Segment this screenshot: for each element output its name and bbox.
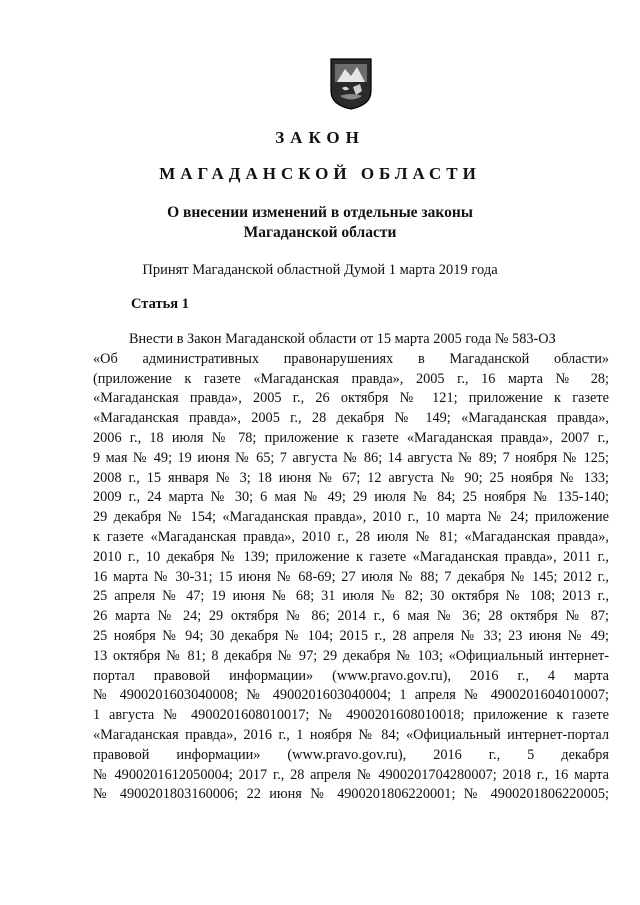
body-line: 16 марта № 30-31; 15 июня № 68-69; 27 июля № 88; 7 декабря № 145; 2012 г., (93, 568, 609, 585)
body-line: Внести в Закон Магаданской области от 15 марта 2005 года № 583-ОЗ (129, 331, 556, 347)
body-line: 13 октября № 81; 8 декабря № 97; 29 декабря № 103; «Официальный интернет- (93, 647, 609, 664)
body-line: правовой информации» (www.pravo.gov.ru), 2016 г., 5 декабря (93, 746, 609, 763)
body-line: (приложение к газете «Магаданская правда», 2005 г., 16 марта № 28; (93, 370, 609, 387)
document-title: ЗАКОН (275, 128, 365, 147)
body-line: 29 декабря № 154; «Магаданская правда», 2010 г., 10 марта № 24; приложение (93, 509, 609, 526)
body-line: 2010 г., 10 декабря № 139; приложение к газете «Магаданская правда», 2011 г., (93, 548, 609, 565)
law-subject-line: Магаданской области (243, 224, 397, 241)
article-body (93, 330, 609, 805)
body-line: «Магаданская правда», 2016 г., 1 ноября № 84; «Официальный интернет-портал (93, 726, 609, 743)
body-line: «Магаданская правда», 2005 г., 26 октября № 121; приложение к газете (93, 390, 609, 407)
body-line: «Об административных правонарушениях в Магаданской области» (93, 350, 609, 367)
article-heading: Статья 1 (131, 296, 189, 312)
body-line: 2008 г., 15 января № 3; 18 июня № 67; 12 августа № 90; 25 ноября № 133; (93, 469, 609, 486)
body-line: 9 мая № 49; 19 июня № 65; 7 августа № 86; 14 августа № 89; 7 ноября № 125; (93, 449, 609, 466)
body-line: 25 ноября № 94; 30 декабря № 104; 2015 г., 28 апреля № 33; 23 июня № 49; (93, 627, 609, 644)
body-line: 25 апреля № 47; 19 июня № 68; 31 июля № 82; 30 октября № 108; 2013 г., (93, 588, 609, 605)
law-subject (0, 203, 640, 243)
body-line: портал правовой информации» (www.pravo.gov.ru), 2016 г., 4 марта (93, 667, 609, 684)
coat-of-arms-icon (330, 58, 372, 110)
body-line: № 4900201803160006; 22 июня № 4900201806220001; № 4900201806220005; (93, 786, 609, 803)
body-line: 26 марта № 24; 29 октября № 86; 2014 г., 6 мая № 36; 28 октября № 87; (93, 608, 609, 625)
body-line: к газете «Магаданская правда», 2010 г., 28 июля № 81; «Магаданская правда», (93, 528, 609, 545)
body-line: 2009 г., 24 марта № 30; 6 мая № 49; 29 июля № 84; 25 ноября № 135-140; (93, 489, 609, 506)
body-line: «Магаданская правда», 2005 г., 28 декабря № 149; «Магаданская правда», (93, 410, 609, 427)
body-line: № 4900201612050004; 2017 г., 28 апреля № 4900201704280007; 2018 г., 16 марта (93, 766, 609, 783)
body-line: 1 августа № 4900201608010017; № 4900201608010018; приложение к газете (93, 707, 609, 724)
region-title: МАГАДАНСКОЙ ОБЛАСТИ (159, 164, 481, 183)
body-line: № 4900201603040008; № 4900201603040004; 1 апреля № 4900201604010007; (93, 687, 609, 704)
law-subject-line: О внесении изменений в отдельные законы (167, 204, 473, 221)
adoption-note: Принят Магаданской областной Думой 1 марта 2019 года (142, 262, 498, 278)
body-line: 2006 г., 18 июля № 78; приложение к газете «Магаданская правда», 2007 г., (93, 429, 609, 446)
